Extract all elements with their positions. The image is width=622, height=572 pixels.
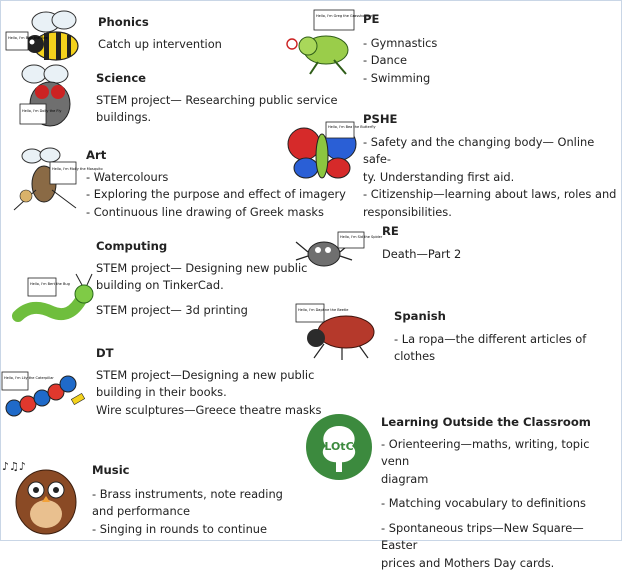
centipede-bubble-text: Hello, I'm Lily the Caterpillar [4, 376, 54, 380]
spanish-line-2: clothes [394, 348, 614, 366]
art-title: Art [86, 147, 356, 165]
beetle-bubble-text: Hello, I'm Daphne the Beetle [298, 308, 348, 312]
computing-line-2: building on TinkerCad. [96, 277, 356, 295]
caterpillar-illustration [12, 272, 96, 326]
pe-line-3: - Swimming [363, 70, 603, 88]
science-line-2: buildings. [96, 109, 356, 127]
dt-line-1: STEM project—Designing a new public [96, 367, 356, 385]
lotc-logo-text: LOtC [324, 440, 353, 453]
pe-section [363, 11, 603, 87]
computing-line-1: STEM project— Designing new public [96, 260, 356, 278]
music-title: Music [92, 462, 322, 480]
spider-illustration [296, 228, 366, 274]
svg-text:♪♫♪: ♪♫♪ [2, 460, 26, 473]
pshe-section [363, 111, 618, 221]
re-title: RE [382, 223, 602, 241]
pshe-line-2: ty. Understanding first aid. [363, 169, 618, 187]
science-line-1: STEM project— Researching public service [96, 92, 356, 110]
loc-section [381, 414, 619, 572]
pe-line-1: - Gymnastics [363, 35, 603, 53]
butterfly-bubble-text: Hello, I'm Bea the Butterfly [328, 125, 376, 129]
owl-illustration [2, 458, 88, 538]
grasshopper-bubble-text: Hello, I'm Greg the Grasshopper [316, 14, 373, 18]
art-line-2: - Exploring the purpose and effect of imagery [86, 186, 356, 204]
pshe-line-1: - Safety and the changing body— Online safe- [363, 134, 618, 169]
pshe-line-3: - Citizenship—learning about laws, roles and [363, 186, 618, 204]
butterfly-illustration [284, 118, 360, 188]
lotc-logo [304, 412, 374, 482]
phonics-line-1: Catch up intervention [98, 36, 298, 54]
mosquito-illustration [10, 146, 86, 216]
music-line-3: - Singing in rounds to continue [92, 521, 322, 539]
re-section [382, 223, 602, 263]
fly-illustration [10, 62, 90, 134]
art-line-3: - Continuous line drawing of Greek masks [86, 204, 356, 222]
beetle-illustration [294, 300, 380, 360]
music-section [92, 462, 322, 538]
mosquito-bubble-text: Hello, I'm Molly the Mosquito [52, 167, 103, 171]
centipede-illustration [0, 368, 88, 420]
phonics-section [98, 14, 298, 53]
spanish-section [394, 308, 614, 366]
pe-line-2: - Dance [363, 52, 603, 70]
computing-title: Computing [96, 238, 356, 256]
grasshopper-illustration [284, 6, 360, 76]
re-line-1: Death—Part 2 [382, 246, 602, 264]
music-line-2: and performance [92, 503, 322, 521]
caterpillar-bubble-text: Hello, I'm Bert the Bug [30, 282, 70, 286]
dt-title: DT [96, 345, 356, 363]
computing-line-3: STEM project— 3d printing [96, 302, 356, 320]
dt-line-3: Wire sculptures—Greece theatre masks [96, 402, 356, 420]
art-line-1: - Watercolours [86, 169, 356, 187]
loc-title: Learning Outside the Classroom [381, 414, 619, 432]
spanish-title: Spanish [394, 308, 614, 326]
phonics-title: Phonics [98, 14, 298, 32]
spider-bubble-text: Hello, I'm Sid the Spider [340, 235, 383, 239]
bee-bubble-text: Hello, I'm Billy the Bee [8, 36, 48, 40]
loc-line-5: prices and Mothers Day cards. [381, 555, 619, 572]
science-title: Science [96, 70, 356, 88]
spanish-line-1: - La ropa—the different articles of [394, 331, 614, 349]
pshe-line-4: responsibilities. [363, 204, 618, 222]
pshe-title: PSHE [363, 111, 618, 129]
music-line-1: - Brass instruments, note reading [92, 486, 322, 504]
dt-line-2: building in their books. [96, 384, 356, 402]
bee-illustration [4, 8, 94, 68]
loc-line-4: - Spontaneous trips—New Square—Easter [381, 520, 619, 555]
loc-line-1: - Orienteering—maths, writing, topic venn [381, 436, 619, 471]
pe-title: PE [363, 11, 603, 29]
loc-line-2: diagram [381, 471, 619, 489]
loc-line-3: - Matching vocabulary to definitions [381, 495, 619, 513]
fly-bubble-text: Hello, I'm Dolly the Fly [22, 109, 62, 113]
